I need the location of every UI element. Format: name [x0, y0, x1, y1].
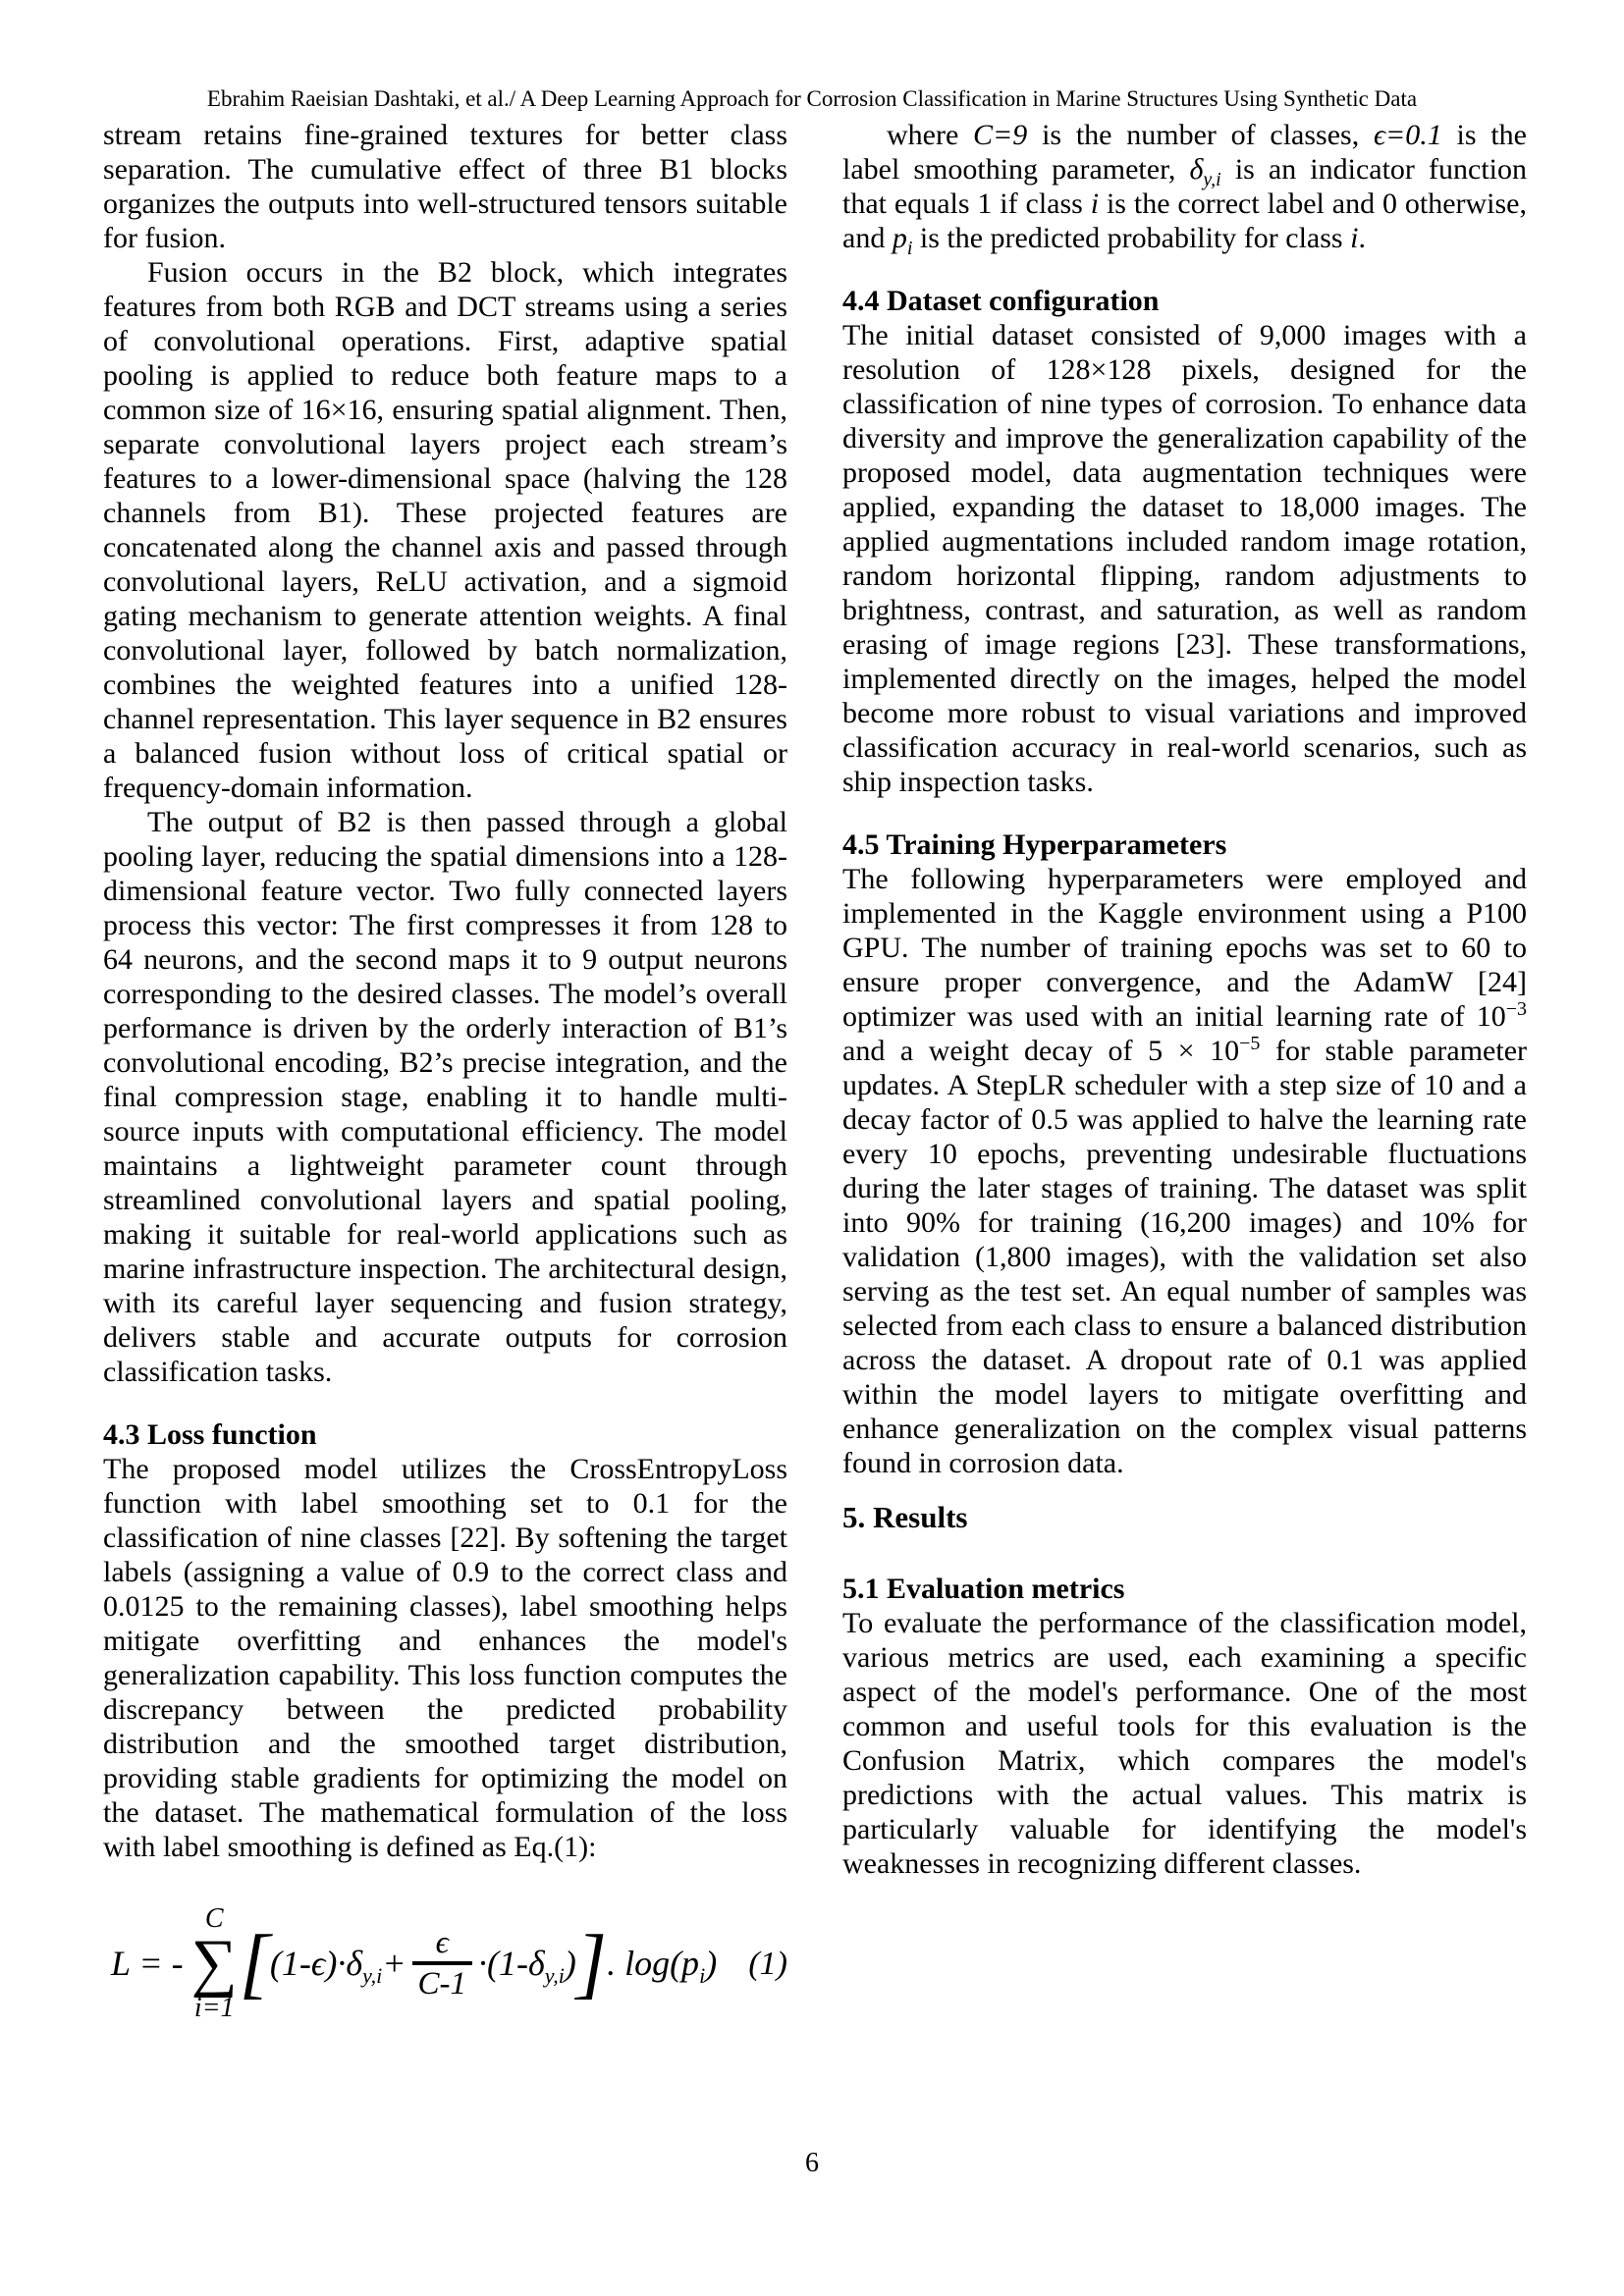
fraction-denominator: C-1: [412, 1961, 473, 2002]
equation-term-2: $\cdot(1-\delta_{y,i})$: [478, 1943, 576, 1989]
summation: [191, 1905, 238, 2022]
sigma-sum-icon: ∑: [190, 1927, 238, 1999]
equation-fraction: [412, 1925, 473, 2002]
summation-lower-limit: i=1: [193, 1992, 235, 2023]
fraction-numerator: ϵ: [435, 1924, 449, 1960]
paragraph-where-definitions: where C=9 is the number of classes, ϵ=0.1 is the label smoothing parameter, $\delta_{y,i}$ is an indicator function that equals 1 if class i is the correct label and 0 otherwise, and $p_i$ is the predicted probability for class i.: [842, 119, 1527, 259]
equation-term-1: $(1-\epsilon)\cdot\delta_{y,i}+$: [269, 1943, 406, 1989]
equation-number: (1): [748, 1945, 787, 1982]
paragraph-b1-continuation: stream retains fine-grained textures for better class separation. The cumulative effect of three B1 blocks organizes the outputs into well-structured tensors suitable for fusion.: [103, 119, 787, 254]
section-heading-loss-function: 4.3 Loss function: [103, 1418, 317, 1451]
paragraph-training-hyperparameters: The following hyperparameters were employed and implemented in the Kaggle environment using a P100 GPU. The number of training epochs was set to 60 to ensure proper convergence, and the AdamW [24] optimizer was used with an initial learning rate of $10^{-3}$ and a weight decay of $5 \times 10^{-5}$ for stable parameter updates. A StepLR scheduler with a step size of 10 and a decay factor of 0.5 was applied to halve the learning rate every 10 epochs, preventing undesirable fluctuations during the later stages of training. The dataset was split into 90% for training (16,200 images) and 10% for validation (1,800 images), with the validation set also serving as the test set. An equal number of samples was selected from each class to ensure a balanced distribution across the dataset. A dropout rate of 0.1 was applied within the model layers to mitigate overfitting and enhance generalization on the complex visual patterns found in corrosion data.: [842, 863, 1528, 1479]
running-header: Ebrahim Raeisian Dashtaki, et al./ A Deep Learning Approach for Corrosion Classification in Marine Structures Using Synthetic Data: [206, 86, 1418, 111]
section-heading-results: 5. Results: [842, 1500, 968, 1534]
section-heading-evaluation-metrics: 5.1 Evaluation metrics: [842, 1573, 1125, 1605]
left-column: [103, 118, 787, 2022]
paragraph-evaluation-metrics: To evaluate the performance of the classification model, various metrics are used, each examining a specific aspect of the model's performance. One of the most common and useful tools for this evaluation is the Confusion Matrix, which compares the model's predictions with the actual values. This matrix is particularly valuable for identifying the model's weaknesses in recognizing different classes.: [842, 1607, 1527, 1880]
paragraph-b2-output: The output of B2 is then passed through a global pooling layer, reducing the spatial dimensions into a 128-dimensional feature vector. Two fully connected layers process this vector: The first compresses it from 128 to 64 neurons, and the second maps it to 9 output neurons corresponding to the desired classes. The model’s overall performance is driven by the orderly interaction of B1’s convolutional encoding, B2’s precise integration, and the final compression stage, enabling it to handle multi-source inputs with computational efficiency. The model maintains a lightweight parameter count through streamlined convolutional layers and spatial pooling, making it suitable for real-world applications such as marine infrastructure inspection. The architectural design, with its careful layer sequencing and fusion strategy, delivers stable and accurate outputs for corrosion classification tasks.: [103, 806, 787, 1388]
equation-lhs: L = -: [111, 1943, 184, 1983]
paragraph-b2-fusion: Fusion occurs in the B2 block, which integrates features from both RGB and DCT streams using a series of convolutional operations. First, adaptive spatial pooling is applied to reduce both feature maps to a common size of 16×16, ensuring spatial alignment. Then, separate convolutional layers project each stream’s features to a lower-dimensional space (halving the 128 channels from B1). These projected features are concatenated along the channel axis and passed through convolutional layers, ReLU activation, and a sigmoid gating mechanism to generate attention weights. A final convolutional layer, followed by batch normalization, combines the weighted features into a unified 128-channel representation. This layer sequence in B2 ensures a balanced fusion without loss of critical spatial or frequency-domain information.: [103, 256, 787, 804]
equation-body: [111, 1905, 717, 2022]
right-column: [842, 118, 1527, 1881]
section-heading-dataset-configuration: 4.4 Dataset configuration: [842, 285, 1160, 317]
paragraph-loss-function: The proposed model utilizes the CrossEntropyLoss function with label smoothing set to 0.1 for the classification of nine classes [22]. By softening the target labels (assigning a value of 0.9 to the correct class and 0.0125 to the remaining classes), label smoothing helps mitigate overfitting and enhances the model's generalization capability. This loss function computes the discrepancy between the predicted probability distribution and the smoothed target distribution, providing stable gradients for optimizing the model on the dataset. The mathematical formulation of the loss with label smoothing is defined as Eq.(1):: [103, 1453, 787, 1863]
paragraph-dataset-configuration: The initial dataset consisted of 9,000 images with a resolution of 128×128 pixels, designed for the classification of nine types of corrosion. To enhance data diversity and improve the generalization capability of the proposed model, data augmentation techniques were applied, expanding the dataset to 18,000 images. The applied augmentations included random image rotation, random horizontal flipping, random adjustments to brightness, contrast, and saturation, as well as random erasing of image regions [23]. These transformations, implemented directly on the images, helped the model become more robust to visual variations and improved classification accuracy in real-world scenarios, such as ship inspection tasks.: [842, 319, 1527, 798]
equation-log-term: . $\log(p_i)$: [607, 1943, 718, 1989]
equation-close-bracket: ]: [575, 1920, 608, 2007]
page-number: 6: [805, 2148, 819, 2178]
summation-upper-limit: C: [204, 1903, 224, 1934]
equation-1: [103, 1905, 787, 2022]
section-heading-training-hyperparameters: 4.5 Training Hyperparameters: [842, 828, 1227, 861]
equation-open-bracket: [: [239, 1920, 270, 2007]
